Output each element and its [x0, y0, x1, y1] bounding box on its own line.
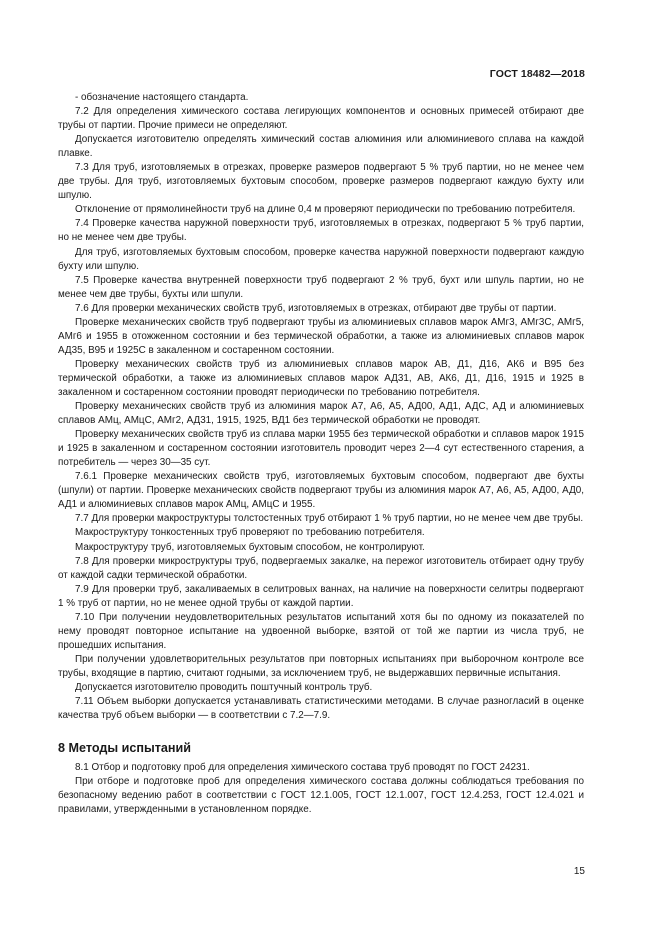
paragraph: 7.5 Проверке качества внутренней поверхности труб подвергают 2 % труб, бухт или шпуль партии, но не менее чем две трубы, бухты или шпули.: [58, 274, 584, 300]
paragraph: 7.4 Проверке качества наружной поверхности труб, изготовляемых в отрезках, подвергают 5 % труб партии, но не менее чем две трубы.: [58, 218, 584, 244]
paragraph: Допускается изготовителю определять химический состав алюминия или алюминиевого сплава на каждой плавке.: [58, 134, 584, 160]
paragraph: 7.8 Для проверки микроструктуры труб, подвергаемых закалке, на пережог изготовитель отбирает одну трубу от каждой садки термической обработки.: [58, 555, 584, 581]
paragraph: 7.2 Для определения химического состава легирующих компонентов и основных примесей отбирают две трубы от партии. Прочие примеси не определяют.: [58, 106, 584, 132]
section-8-paragraphs: [58, 761, 584, 817]
paragraph: Для труб, изготовляемых бухтовым способом, проверке качества наружной поверхности подвергают каждую бухту или шпулю.: [58, 246, 584, 272]
paragraph: Проверку механических свойств труб из алюминиевых сплавов марок АВ, Д1, Д16, АК6 и В95 без термической обработки, а также из алюминиевых сплавов марок АД31, АВ, АК6, Д1, Д16, 1915 и 1925 в закаленном и состаренном состоянии проводят периодически по требованию потребителя.: [58, 358, 584, 398]
paragraph: 7.7 Для проверки макроструктуры толстостенных труб отбирают 1 % труб партии, но не менее чем две трубы.: [75, 513, 584, 525]
paragraph: При отборе и подготовке проб для определения химического состава должны соблюдаться требования по безопасному ведению работ в соответствии с ГОСТ 12.1.005, ГОСТ 12.1.007, ГОСТ 12.4.253, ГОСТ 12.4.021 и правилами, утвержденными в установленном порядке.: [58, 776, 584, 816]
paragraph: Проверке механических свойств труб подвергают трубы из алюминиевых сплавов марок АМг3, АМг3С, АМг5, АМг6 и 1955 в отожженном состоянии и без термической обработки, а также из алюминиевых сплавов марок АД35, В95 и 1925С в закаленном и состаренном состоянии.: [58, 316, 584, 356]
page-number: 15: [573, 866, 585, 877]
paragraph: 7.6.1 Проверке механических свойств труб, изготовляемых бухтовым способом, подвергают две бухты (шпули) от партии. Проверке механических свойств подвергают трубы из алюминия марок А7, А6, А5, АД00, АД0, АД1 и алюминиевых сплавов марок АМц, АМцС и 1955.: [58, 471, 584, 511]
paragraph: Проверку механических свойств труб из алюминия марок А7, А6, А5, АД00, АД1, АДС, АД и алюминиевых сплавов АМц, АМцС, АМг2, АД31, 1915, 1925, ВД1 без термической обработки не проводят.: [58, 401, 584, 427]
paragraph: Макроструктуру труб, изготовляемых бухтовым способом, не контролируют.: [75, 541, 425, 553]
paragraph: 7.10 При получении неудовлетворительных результатов испытаний хотя бы по одному из показателей по нему проводят повторное испытание на удвоенной выборке, взятой от той же партии из числа труб, не прошедших испытания.: [58, 611, 584, 651]
paragraph: Отклонение от прямолинейности труб на длине 0,4 м проверяют периодически по требованию потребителя.: [75, 204, 576, 216]
clause-7-paragraphs: [58, 91, 584, 723]
paragraph: 7.11 Объем выборки допускается устанавливать статистическими методами. В случае разногласий в оценке качества труб объем выборки — в соответствии с 7.2—7.9.: [58, 696, 584, 722]
document-body: [58, 91, 584, 817]
paragraph: 7.3 Для труб, изготовляемых в отрезках, проверке размеров подвергают 5 % труб партии, но не менее чем две трубы. Для труб, изготовляемых бухтовым способом, проверке размеров подвергают каждую бухту или шпулю.: [58, 162, 584, 202]
paragraph: 8.1 Отбор и подготовку проб для определения химического состава труб проводят по ГОСТ 24231.: [75, 762, 530, 774]
paragraph: Допускается изготовителю проводить поштучный контроль труб.: [75, 681, 373, 693]
paragraph: 7.9 Для проверки труб, закаливаемых в селитровых ваннах, на наличие на поверхности селитры подвергают 1 % труб от партии, но не менее одной трубы от каждой партии.: [58, 583, 584, 609]
paragraph: Макроструктуру тонкостенных труб проверяют по требованию потребителя.: [75, 527, 425, 539]
paragraph: 7.6 Для проверки механических свойств труб, изготовляемых в отрезках, отбирают две трубы от партии.: [75, 302, 557, 314]
paragraph: Проверку механических свойств труб из сплава марки 1955 без термической обработки и сплавов марок 1915 и 1925 в закаленном и состаренном состоянии изготовитель проводит через 2—4 сут естественного старения, а потребитель — через 30—35 сут.: [58, 429, 584, 469]
paragraph: - обозначение настоящего стандарта.: [75, 92, 249, 103]
standard-header: ГОСТ 18482—2018: [489, 68, 585, 80]
section-8-title: 8 Методы испытаний: [58, 741, 191, 756]
paragraph: При получении удовлетворительных результатов при повторных испытаниях при выборочном контроле все трубы, входящие в партию, считают годными, за исключением труб, не выдержавших первичные испытания.: [58, 653, 584, 679]
